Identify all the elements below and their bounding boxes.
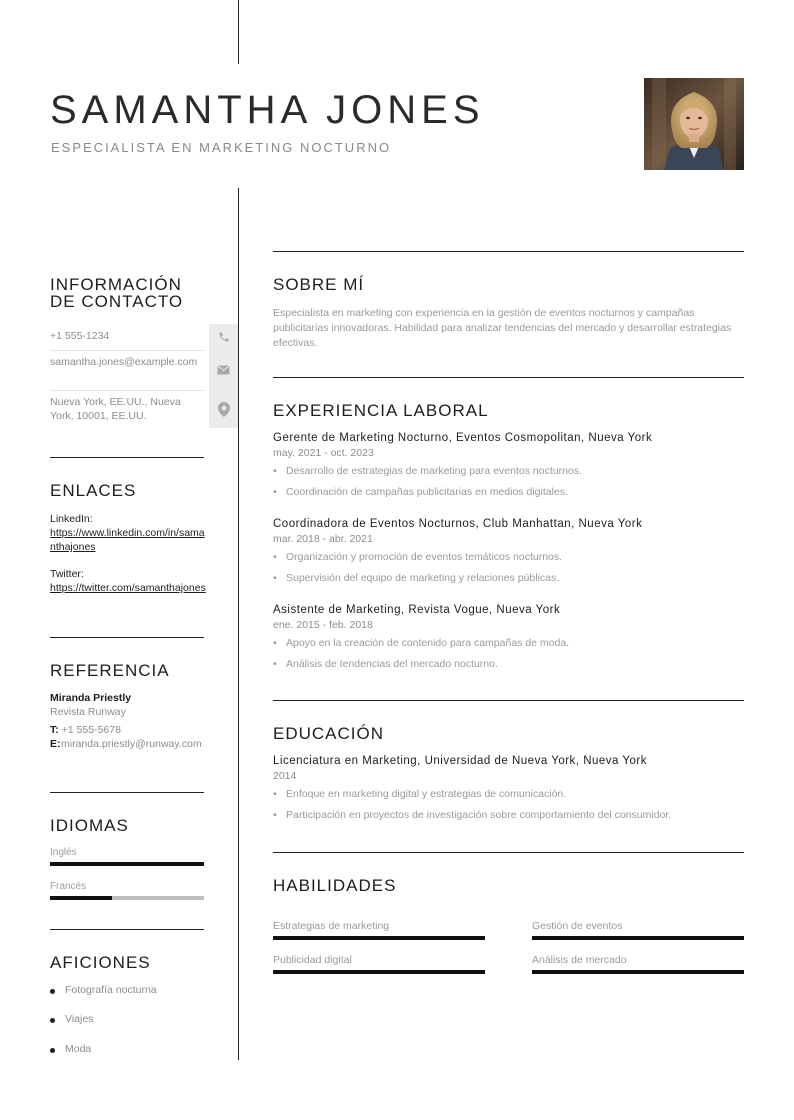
reference-phone-label: T: bbox=[50, 724, 59, 736]
bullet-icon: • bbox=[273, 658, 277, 670]
skill-label: Publicidad digital bbox=[273, 954, 352, 966]
section-rule bbox=[273, 852, 744, 853]
section-rule bbox=[50, 929, 204, 930]
contact-email[interactable]: samantha.jones@example.com bbox=[50, 356, 198, 368]
candidate-name: SAMANTHA JONES bbox=[50, 88, 485, 132]
contact-address: Nueva York, EE.UU., Nueva York, 10001, EE.UU. bbox=[50, 396, 181, 422]
reference-company: Revista Runway bbox=[50, 706, 126, 718]
language-level-fill bbox=[50, 862, 204, 866]
reference-phone[interactable]: +1 555-5678 bbox=[61, 724, 121, 736]
linkedin-label: LinkedIn: bbox=[50, 513, 93, 525]
education-heading: EDUCACIÓN bbox=[273, 724, 385, 743]
experience-heading: EXPERIENCIA LABORAL bbox=[273, 401, 489, 420]
reference-heading: REFERENCIA bbox=[50, 661, 170, 680]
bullet-icon: • bbox=[273, 486, 277, 498]
job-title: Gerente de Marketing Nocturno, Eventos Cosmopolitan, Nueva York bbox=[273, 432, 653, 444]
twitter-link[interactable]: https://twitter.com/samanthajones bbox=[50, 582, 206, 594]
contact-heading-line2: DE CONTACTO bbox=[50, 292, 184, 311]
section-rule bbox=[273, 251, 744, 252]
job-bullet-text: Análisis de tendencias del mercado nocturno. bbox=[286, 658, 498, 670]
section-rule bbox=[50, 792, 204, 793]
phone-icon bbox=[209, 324, 238, 350]
skill-label: Estrategias de marketing bbox=[273, 920, 390, 932]
contact-phone[interactable]: +1 555-1234 bbox=[50, 330, 110, 342]
bullet-icon: • bbox=[273, 572, 277, 584]
links-heading: ENLACES bbox=[50, 481, 137, 500]
contact-phone-row bbox=[50, 324, 238, 350]
job-bullet-text: Coordinación de campañas publicitarias en medios digitales. bbox=[286, 486, 568, 498]
job-bullet-text: Apoyo en la creación de contenido para campañas de moda. bbox=[286, 637, 570, 649]
header-divider-line bbox=[238, 0, 239, 64]
education-date: 2014 bbox=[273, 770, 297, 782]
section-rule bbox=[273, 377, 744, 378]
reference-name: Miranda Priestly bbox=[50, 692, 132, 704]
bullet-icon: • bbox=[273, 788, 277, 800]
job-bullet-text: Desarrollo de estrategias de marketing para eventos nocturnos. bbox=[286, 465, 582, 477]
job-bullet-text: Organización y promoción de eventos temáticos nocturnos. bbox=[286, 551, 563, 563]
hobby-label: Viajes bbox=[65, 1013, 94, 1025]
contact-heading bbox=[50, 276, 183, 310]
job-date: may. 2021 - oct. 2023 bbox=[273, 447, 374, 459]
contact-heading-line1: INFORMACIÓN bbox=[50, 275, 182, 294]
language-level-bar bbox=[50, 896, 204, 900]
skill-level-bar bbox=[532, 970, 744, 974]
reference-phone-line bbox=[50, 723, 121, 737]
language-level-bar bbox=[50, 862, 204, 866]
language-name: Francés bbox=[50, 881, 87, 892]
education-bullet-text: Participación en proyectos de investigación sobre comportamiento del consumidor. bbox=[286, 809, 672, 821]
reference-email-label: E: bbox=[50, 738, 61, 750]
job-date: ene. 2015 - feb. 2018 bbox=[273, 619, 373, 631]
bullet-dot-icon bbox=[50, 989, 55, 994]
bullet-dot-icon bbox=[50, 1018, 55, 1023]
profile-photo bbox=[644, 78, 744, 170]
section-rule bbox=[273, 700, 744, 701]
hobby-label: Fotografía nocturna bbox=[65, 984, 157, 996]
language-name: Inglés bbox=[50, 847, 77, 858]
bullet-icon: • bbox=[273, 637, 277, 649]
linkedin-link[interactable]: https://www.linkedin.com/in/samanthajones bbox=[50, 527, 205, 553]
job-title: Coordinadora de Eventos Nocturnos, Club Manhattan, Nueva York bbox=[273, 518, 643, 530]
bullet-icon: • bbox=[273, 465, 277, 477]
candidate-title: ESPECIALISTA EN MARKETING NOCTURNO bbox=[51, 140, 392, 155]
hobby-label: Moda bbox=[65, 1043, 92, 1055]
education-bullet-text: Enfoque en marketing digital y estrategias de comunicación. bbox=[286, 788, 567, 800]
job-date: mar. 2018 - abr. 2021 bbox=[273, 533, 373, 545]
education-title: Licenciatura en Marketing, Universidad de Nueva York, Nueva York bbox=[273, 755, 648, 767]
reference-email[interactable]: miranda.priestly@runway.com bbox=[61, 738, 202, 750]
hobbies-heading: AFICIONES bbox=[50, 953, 151, 972]
skills-heading: HABILIDADES bbox=[273, 876, 397, 895]
job-title: Asistente de Marketing, Revista Vogue, Nueva York bbox=[273, 604, 561, 616]
languages-heading: IDIOMAS bbox=[50, 816, 129, 835]
section-rule bbox=[50, 457, 204, 458]
job-bullet-text: Supervisión del equipo de marketing y relaciones públicas. bbox=[286, 572, 560, 584]
contact-address-row bbox=[50, 390, 238, 428]
about-heading: SOBRE MÍ bbox=[273, 275, 365, 294]
twitter-label: Twitter: bbox=[50, 568, 84, 580]
contact-email-row bbox=[50, 350, 238, 390]
section-rule bbox=[50, 637, 204, 638]
about-text: Especialista en marketing con experiencia en la gestión de eventos nocturnos y campañas publicitarias innovadoras. Habilidad para analizar tendencias del mercado y desarrollar estrategias efectivas. bbox=[273, 307, 732, 349]
envelope-icon bbox=[209, 350, 238, 390]
bullet-icon: • bbox=[273, 809, 277, 821]
column-divider-line bbox=[238, 188, 239, 1060]
skill-level-bar bbox=[532, 936, 744, 940]
skill-label: Análisis de mercado bbox=[532, 954, 627, 966]
language-level-fill bbox=[50, 896, 112, 900]
location-pin-icon bbox=[209, 390, 238, 428]
skill-level-bar bbox=[273, 970, 485, 974]
bullet-icon: • bbox=[273, 551, 277, 563]
skill-label: Gestión de eventos bbox=[532, 920, 623, 932]
skill-level-bar bbox=[273, 936, 485, 940]
bullet-dot-icon bbox=[50, 1048, 55, 1053]
